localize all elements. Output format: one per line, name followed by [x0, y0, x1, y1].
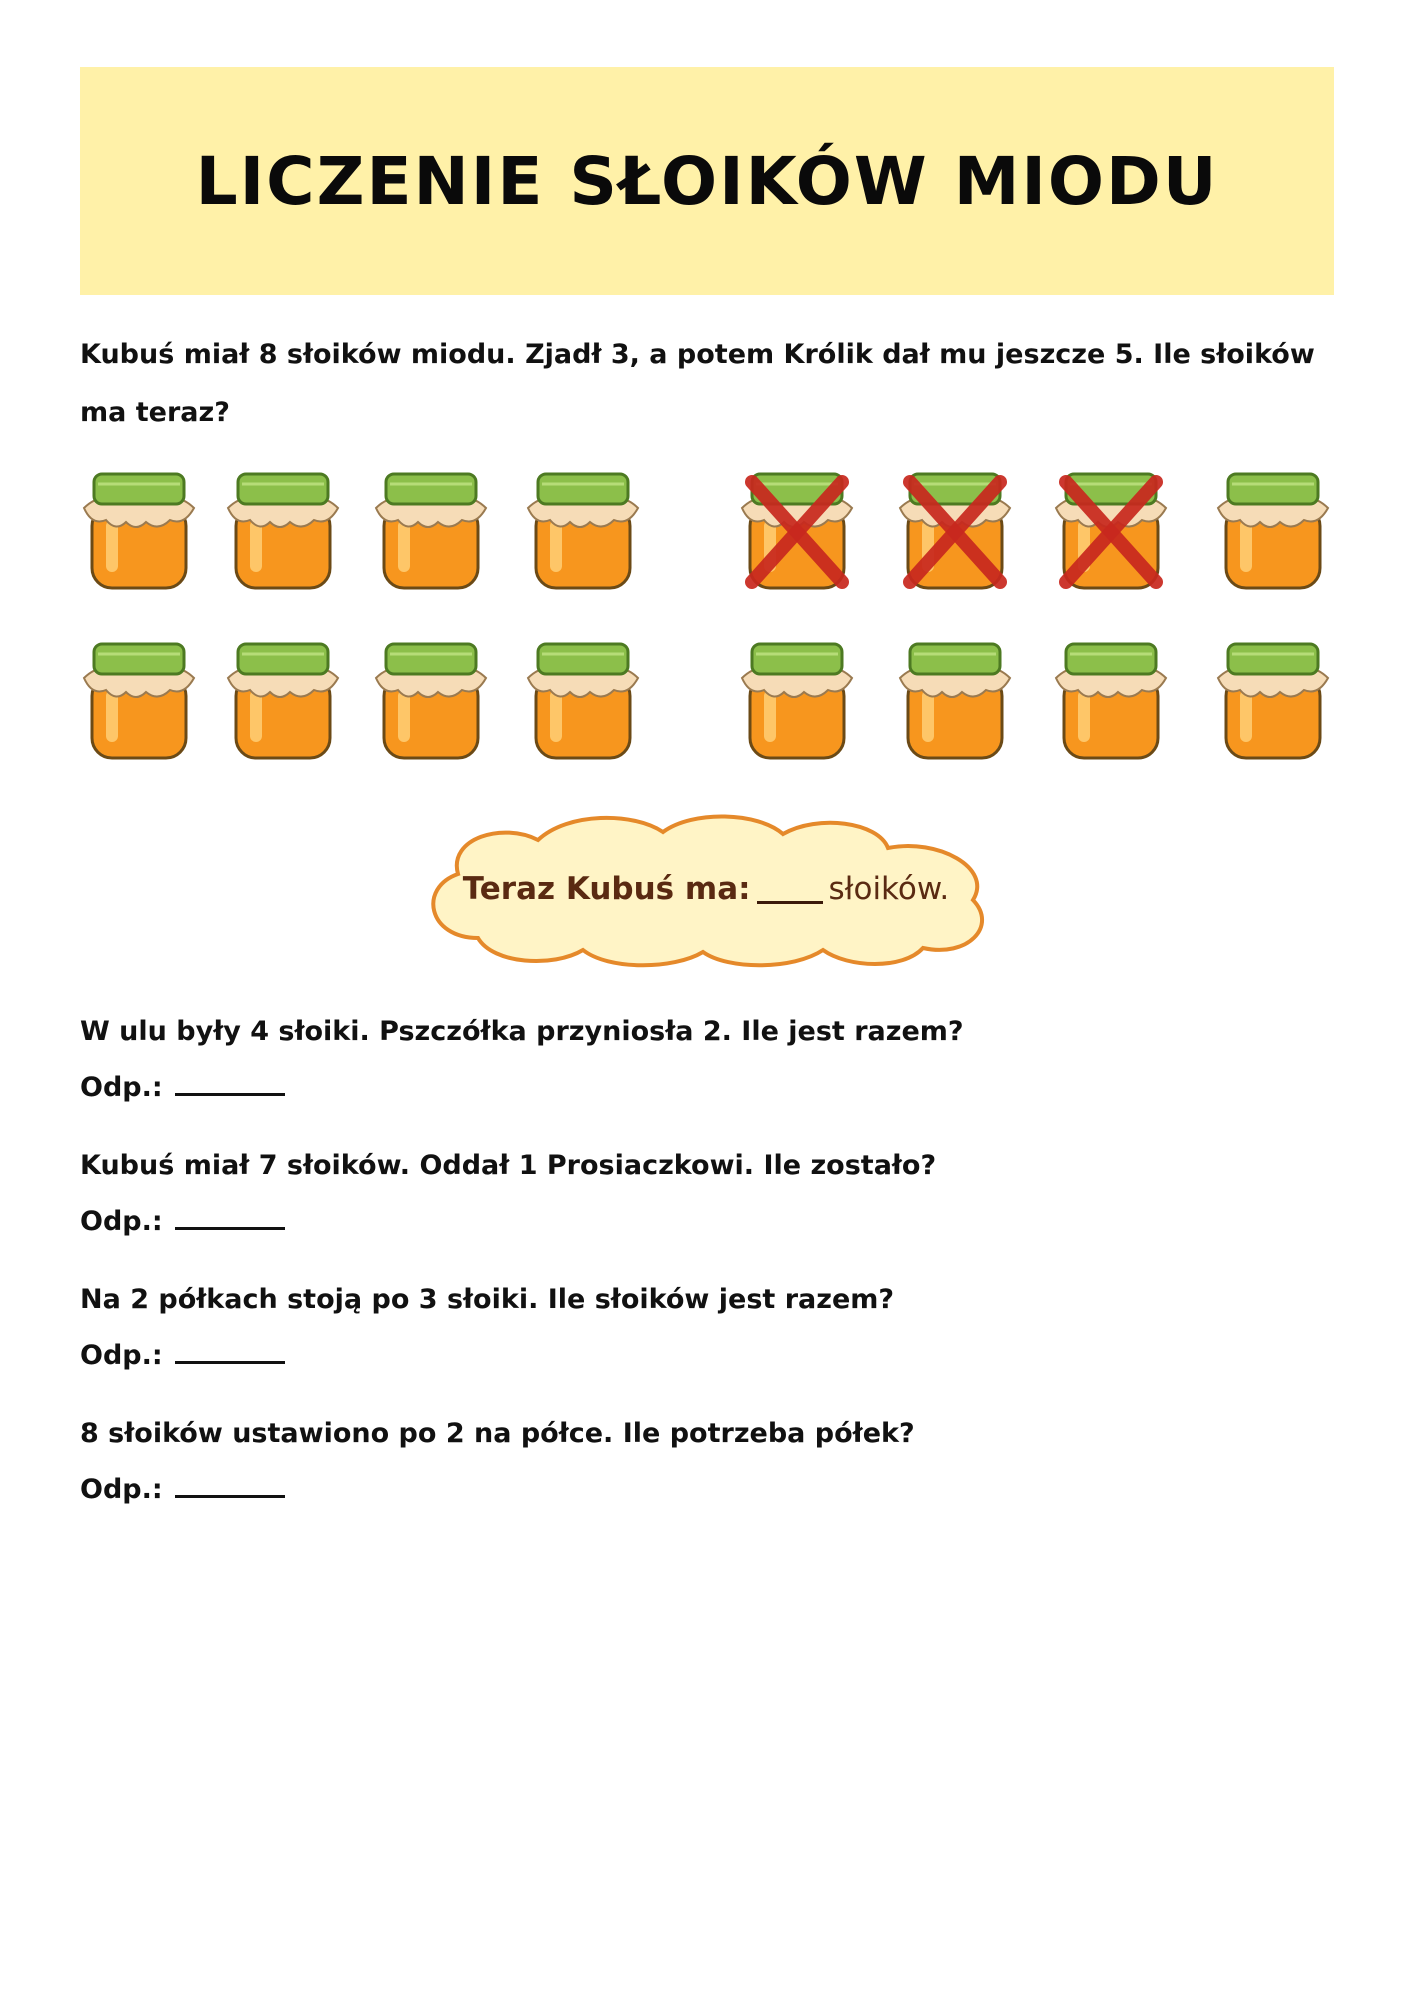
cloud-lead: Teraz Kubuś ma:	[462, 871, 751, 907]
answer-line[interactable]	[175, 1069, 285, 1096]
cloud-unit: słoików.	[828, 871, 950, 907]
title-banner	[80, 67, 1334, 295]
honey-jar-icon	[738, 640, 856, 762]
answer-line[interactable]	[175, 1203, 285, 1230]
honey-jar-icon	[1214, 640, 1332, 762]
honey-jar-icon	[524, 640, 642, 762]
answer-3	[80, 1336, 285, 1376]
honey-jar-icon	[80, 640, 198, 762]
answer-label: Odp.:	[80, 1474, 163, 1505]
answer-1	[80, 1068, 285, 1108]
honey-jar-icon	[80, 470, 198, 592]
answer-4	[80, 1470, 285, 1510]
intro-problem: Kubuś miał 8 słoików miodu. Zjadł 3, a potem Królik dał mu jeszcze 5. Ile słoików ma teraz?	[80, 339, 1315, 428]
answer-line[interactable]	[175, 1471, 285, 1498]
honey-jar-icon	[224, 640, 342, 762]
honey-jar-icon	[372, 640, 490, 762]
honey-jar-icon	[1214, 470, 1332, 592]
page-title: LICZENIE SŁOIKÓW MIODU	[195, 142, 1219, 220]
honey-jar-icon	[224, 470, 342, 592]
crossed-honey-jar-icon	[896, 470, 1014, 592]
honey-jar-icon	[524, 470, 642, 592]
answer-blank[interactable]	[757, 875, 823, 904]
crossed-honey-jar-icon	[1052, 470, 1170, 592]
question-2: Kubuś miał 7 słoików. Oddał 1 Prosiaczkowi. Ile zostało?	[80, 1150, 937, 1181]
cloud-text	[408, 808, 1004, 970]
crossed-honey-jar-icon	[738, 470, 856, 592]
question-3: Na 2 półkach stoją po 3 słoiki. Ile słoików jest razem?	[80, 1284, 895, 1315]
question-1: W ulu były 4 słoiki. Pszczółka przyniosła 2. Ile jest razem?	[80, 1016, 964, 1047]
honey-jar-icon	[372, 470, 490, 592]
honey-jar-icon	[1052, 640, 1170, 762]
answer-line[interactable]	[175, 1337, 285, 1364]
answer-cloud	[408, 808, 1004, 970]
answer-2	[80, 1202, 285, 1242]
honey-jar-icon	[896, 640, 1014, 762]
answer-label: Odp.:	[80, 1340, 163, 1371]
answer-label: Odp.:	[80, 1206, 163, 1237]
question-4: 8 słoików ustawiono po 2 na półce. Ile potrzeba półek?	[80, 1418, 915, 1449]
answer-label: Odp.:	[80, 1072, 163, 1103]
